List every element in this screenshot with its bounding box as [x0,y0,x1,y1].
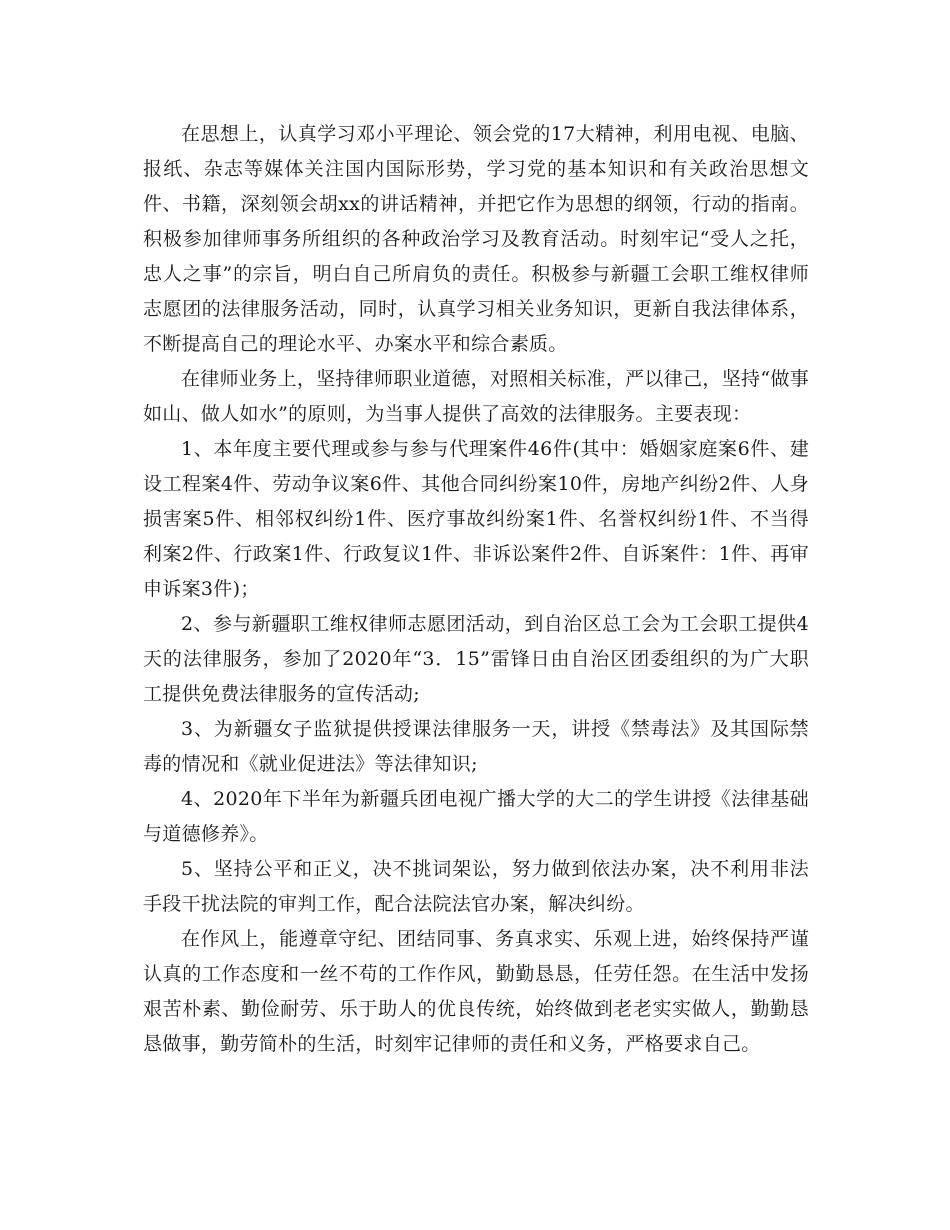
paragraph-item-4-university-lecture: 4、2020年下半年为新疆兵团电视广播大学的大二的学生讲授《法律基础与道德修养》。 [143,788,809,845]
paragraph-legal-practice: 在律师业务上，坚持律师职业道德，对照相关标准，严以律己，坚持“做事如山、做人如水”的原则，为当事人提供了高效的法律服务。主要表现： [143,368,809,425]
paragraph-item-5-justice: 5、坚持公平和正义，决不挑词架讼，努力做到依法办案，决不利用非法手段干扰法院的审判工作，配合法院法官办案，解决纠纷。 [143,858,809,915]
paragraph-ideology: 在思想上，认真学习邓小平理论、领会党的17大精神，利用电视、电脑、报纸、杂志等媒体关注国内国际形势，学习党的基本知识和有关政治思想文件、书籍，深刻领会胡xx的讲话精神，并把它作为思想的纲领，行动的指南。积极参加律师事务所组织的各种政治学习及教育活动。时刻牢记“受人之托，忠人之事”的宗旨，明白自己所肩负的责任。积极参与新疆工会职工维权律师志愿团的法律服务活动，同时，认真学习相关业务知识，更新自我法律体系，不断提高自己的理论水平、办案水平和综合素质。 [143,123,809,355]
paragraph-item-1-cases: 1、本年度主要代理或参与参与代理案件46件(其中：婚姻家庭案6件、建设工程案4件、劳动争议案6件、其他合同纠纷案10件，房地产纠纷2件、人身损害案5件、相邻权纠纷1件、医疗事故纠纷案1件、名誉权纠纷1件、不当得利案2件、行政案1件、行政复议1件、非诉讼案件2件、自诉案件：1件、再审申诉案3件)； [143,438,809,600]
document-body [143,117,809,1062]
paragraph-work-style: 在作风上，能遵章守纪、团结同事、务真求实、乐观上进，始终保持严谨认真的工作态度和一丝不苟的工作作风，勤勤恳恳，任劳任怨。在生活中发扬艰苦朴素、勤俭耐劳、乐于助人的优良传统，始终做到老老实实做人，勤勤恳恳做事，勤劳简朴的生活，时刻牢记律师的责任和义务，严格要求自己。 [143,928,809,1055]
paragraph-item-3-prison-lecture: 3、为新疆女子监狱提供授课法律服务一天，讲授《禁毒法》及其国际禁毒的情况和《就业促进法》等法律知识; [143,718,809,775]
paragraph-item-2-volunteer: 2、参与新疆职工维权律师志愿团活动，到自治区总工会为工会职工提供4天的法律服务，参加了2020年“3．15”雷锋日由自治区团委组织的为广大职工提供免费法律服务的宣传活动; [143,613,809,705]
